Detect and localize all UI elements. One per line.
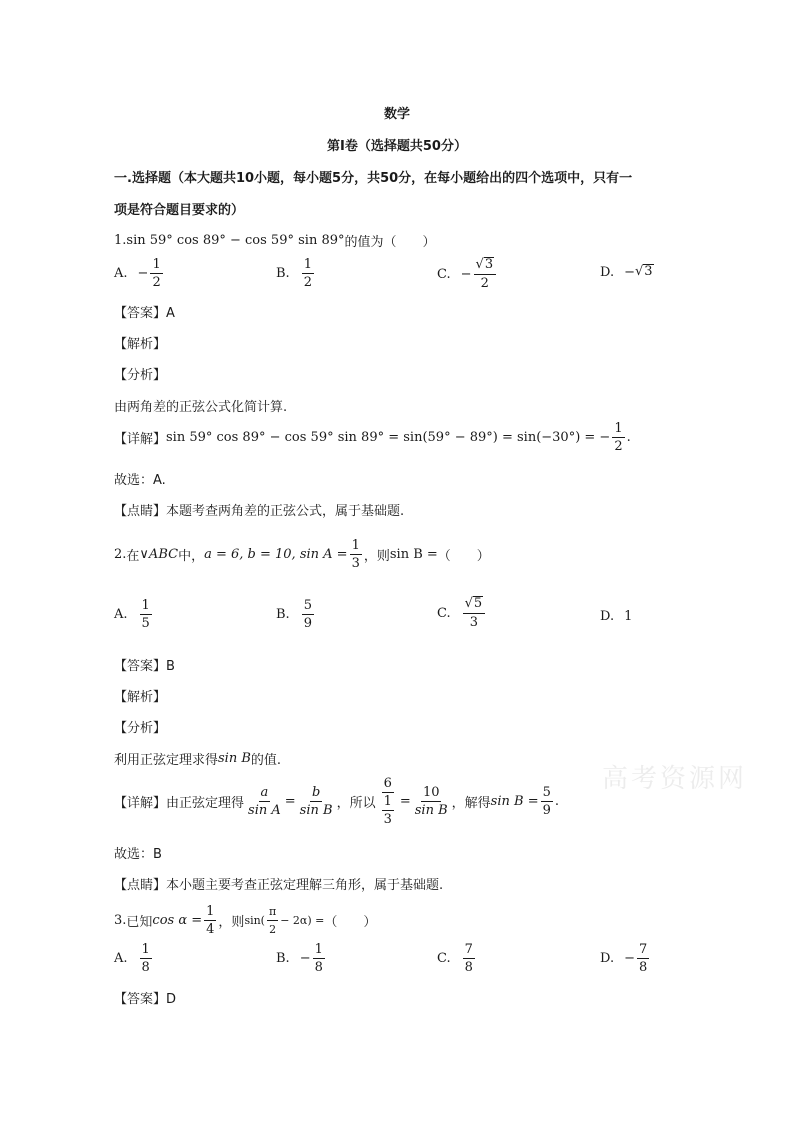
option-radical: √ 3 xyxy=(635,264,653,279)
q1-option-d[interactable] xyxy=(600,264,654,280)
q1-analysis-label: 【解析】 xyxy=(114,337,167,352)
section-heading-line-1: 一.选择题（本大题共10小题，每小题5分，共50分，在每小题给出的四个选项中，只有一 xyxy=(114,171,633,186)
q1-analysis-heading: 【分析】 xyxy=(114,368,167,383)
detail-fraction: $\frac{1}{2}$ xyxy=(614,421,623,454)
detail-complex-fraction: $\frac{6}{\frac{1}{3}}$ xyxy=(383,776,392,827)
q1-option-a[interactable] xyxy=(114,257,165,290)
q1-remark: 【点睛】本题考查两角差的正弦公式，属于基础题. xyxy=(114,504,405,519)
stem-ask: sin( xyxy=(244,914,265,927)
question-number: 3. xyxy=(114,913,127,928)
question-expression: sin 59° cos 89° − cos 59° sin 89° xyxy=(126,233,345,248)
option-sign: − xyxy=(624,951,635,966)
option-label: A. xyxy=(114,951,128,966)
option-fraction: $\frac{1}{8}$ xyxy=(141,942,150,975)
question-3-stem xyxy=(114,904,376,937)
q3-option-a[interactable] xyxy=(114,942,154,975)
option-fraction: $\frac{1}{2}$ xyxy=(152,257,161,290)
option-label: B. xyxy=(276,607,290,622)
analysis-text: 的值. xyxy=(250,753,282,768)
detail-end: . xyxy=(626,430,631,445)
q3-answer: 【答案】D xyxy=(114,992,177,1007)
q3-option-d[interactable] xyxy=(600,942,651,975)
stem-ask: sin B = xyxy=(389,547,438,562)
q2-detail xyxy=(114,776,559,827)
option-label: A. xyxy=(114,607,128,622)
option-fraction: $\frac{7}{8}$ xyxy=(464,942,473,975)
option-fraction: $\frac{7}{8}$ xyxy=(639,942,648,975)
q2-analysis-label: 【解析】 xyxy=(114,690,167,705)
q1-analysis-text: 由两角差的正弦公式化简计算. xyxy=(114,400,288,415)
q2-analysis-heading: 【分析】 xyxy=(114,721,167,736)
stem-ask: − 2α) = xyxy=(280,914,325,927)
q1-choose: 故选：A. xyxy=(114,473,166,488)
stem-text: ，则 xyxy=(218,915,245,930)
option-fraction: √ 3 2 xyxy=(474,257,497,291)
q2-choose: 故选：B xyxy=(114,847,162,862)
option-label: D. xyxy=(600,951,615,966)
option-fraction: $\frac{1}{2}$ xyxy=(303,257,312,290)
stem-text: ，则 xyxy=(363,549,390,564)
q2-option-a[interactable] xyxy=(114,598,154,631)
stem-text: 中， xyxy=(178,549,205,564)
question-number: 1. xyxy=(114,233,127,248)
option-fraction: √ 5 3 xyxy=(463,596,486,630)
question-1-stem xyxy=(114,231,436,250)
stem-text: 已知 xyxy=(126,915,153,930)
triangle-symbol: ∨ABC xyxy=(139,547,179,562)
detail-label: 【详解】 xyxy=(114,432,167,447)
detail-fraction-b: $\frac{b}{\text{sin B}}$ xyxy=(299,785,333,818)
detail-end: . xyxy=(554,794,560,809)
detail-text: ，所以 xyxy=(336,796,376,811)
q3-option-b[interactable] xyxy=(276,942,327,975)
q2-option-c[interactable] xyxy=(437,596,487,630)
option-label: B. xyxy=(276,951,290,966)
option-sign: − xyxy=(299,951,311,966)
q1-option-c[interactable] xyxy=(437,257,498,291)
q1-answer: 【答案】A xyxy=(114,306,175,321)
stem-fraction: $\frac{1}{4}$ xyxy=(206,904,215,937)
question-number: 2. xyxy=(114,547,127,562)
analysis-expression: sin B xyxy=(218,751,251,766)
analysis-text: 利用正弦定理求得 xyxy=(114,753,219,768)
q1-option-b[interactable] xyxy=(276,257,316,290)
option-label: A. xyxy=(114,266,128,281)
detail-result-fraction: $\frac{5}{9}$ xyxy=(542,785,551,818)
stem-text: 在 xyxy=(126,549,140,564)
option-sign: − xyxy=(460,266,472,282)
detail-text: 由正弦定理得 xyxy=(166,796,245,811)
option-label: D. xyxy=(600,264,615,280)
stem-condition: a = 6, b = 10, sin A = xyxy=(204,547,348,562)
option-label: D. xyxy=(600,609,615,624)
question-tail: 的值为（ ） xyxy=(344,235,436,250)
option-value: 1 xyxy=(624,609,633,624)
option-label: C. xyxy=(437,605,451,621)
q2-remark: 【点睛】本小题主要考查正弦定理解三角形，属于基础题. xyxy=(114,878,444,893)
detail-fraction-c: $\frac{10}{\text{sin B}}$ xyxy=(414,785,448,818)
stem-condition: cos α = xyxy=(152,913,203,928)
section-heading-line-2: 项是符合题目要求的） xyxy=(114,203,245,218)
question-tail: （ ） xyxy=(437,549,490,564)
equals-sign: = xyxy=(399,794,411,809)
detail-result-expression: sin B = xyxy=(490,794,539,809)
option-sign: − xyxy=(624,264,635,280)
q1-detail xyxy=(114,421,631,454)
option-sign: − xyxy=(137,266,149,281)
page-subtitle: 第Ⅰ卷（选择题共50分） xyxy=(327,139,467,154)
stem-ask-fraction: $\frac{\pi}{2}$ xyxy=(268,905,277,936)
option-label: C. xyxy=(437,266,451,282)
q2-analysis-text xyxy=(114,749,281,768)
question-tail: （ ） xyxy=(324,915,377,930)
option-label: B. xyxy=(276,266,290,281)
equals-sign: = xyxy=(284,794,296,809)
question-2-stem xyxy=(114,538,490,571)
option-fraction: $\frac{1}{5}$ xyxy=(141,598,150,631)
q2-option-b[interactable] xyxy=(276,598,316,631)
stem-fraction: $\frac{1}{3}$ xyxy=(351,538,360,571)
option-fraction: $\frac{5}{9}$ xyxy=(303,598,312,631)
q3-option-c[interactable] xyxy=(437,942,477,975)
q2-answer: 【答案】B xyxy=(114,659,175,674)
q2-option-d[interactable] xyxy=(600,609,632,624)
detail-label: 【详解】 xyxy=(114,796,167,811)
option-fraction: $\frac{1}{8}$ xyxy=(314,942,323,975)
watermark: 高考资源网 xyxy=(602,764,748,794)
page-title: 数学 xyxy=(383,107,410,122)
detail-expression: sin 59° cos 89° − cos 59° sin 89° = sin(59° − 89°) = sin(−30°) = − xyxy=(166,430,611,445)
detail-text: ，解得 xyxy=(451,796,491,811)
option-label: C. xyxy=(437,951,451,966)
detail-fraction-a: $\frac{a}{\text{sin A}}$ xyxy=(248,785,281,818)
